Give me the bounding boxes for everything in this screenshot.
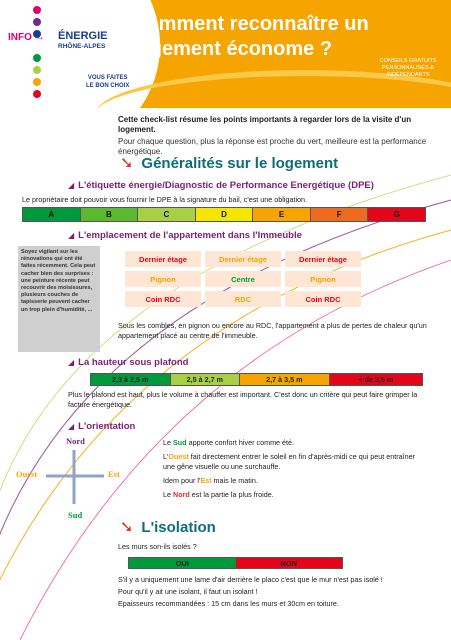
triangle-icon: ◢	[68, 422, 75, 431]
triangle-icon: ◢	[68, 231, 75, 240]
logo-info-text: INFO →	[8, 32, 45, 43]
emplacement-text: Sous les combles, en pignon ou encore au RDC, l'appartement a plus de pertes de chaleur qu'un appartement placé au centre de l'immeuble.	[118, 321, 427, 340]
intro-bold: Cette check-list résume les points importants à regarder lors de la visite d'un logement.	[118, 115, 412, 134]
position-row	[125, 291, 365, 307]
height-range: 2,5 à 2,7 m	[171, 374, 241, 385]
logo-slogan: VOUS FAITES LE BON CHOIX	[86, 75, 130, 89]
isolation-line-1: S'il y a uniquement une lame d'air derrière le placo c'est que le mur n'est pas isolé !	[118, 575, 383, 584]
position-cell: Dernier étage	[205, 251, 281, 267]
height-range: 2,7 à 3,5 m	[240, 374, 329, 385]
height-scale	[90, 373, 423, 386]
intro-text: Pour chaque question, plus la réponse est proche du vert, meilleure est la performance énergétique.	[118, 137, 427, 156]
logo-dots	[33, 6, 43, 94]
position-row	[125, 251, 365, 267]
dpe-class-d: D	[196, 208, 254, 221]
subtitle-hauteur: ◢ La hauteur sous plafond	[68, 357, 189, 368]
position-row	[125, 271, 365, 287]
orientation-nord: Le Nord est la partie la plus froide.	[163, 490, 274, 499]
red-arrow-icon: ➘	[120, 519, 134, 536]
iso-oui: OUI	[129, 558, 236, 568]
conseils-tagline: CONSEILS GRATUITS PERSONNALISÉS & INDÉPENDANTS	[379, 58, 437, 78]
dpe-class-e: E	[253, 208, 311, 221]
position-cell: Coin RDC	[285, 291, 361, 307]
position-cell: Dernier étage	[125, 251, 201, 267]
orientation-sud: Le Sud apporte confort hiver comme été.	[163, 438, 295, 447]
red-arrow-icon: ➘	[120, 155, 134, 172]
position-cell: RDC	[205, 291, 281, 307]
position-cell: Coin RDC	[125, 291, 201, 307]
height-range: + de 3,5 m	[330, 374, 422, 385]
compass	[16, 434, 126, 518]
position-cell: Centre	[205, 271, 281, 287]
compass-nord: Nord	[66, 436, 85, 446]
triangle-icon: ◢	[68, 181, 75, 190]
section-title-generalites: ➘ Généralités sur le logement	[120, 155, 339, 172]
dpe-class-g: G	[368, 208, 425, 221]
compass-est: Est	[108, 469, 120, 479]
logo-energie-text: ÉNERGIE	[58, 30, 108, 42]
logo-region-text: RHÔNE-ALPES	[58, 43, 106, 50]
subtitle-orientation: ◢ L'orientation	[68, 421, 136, 432]
position-cell: Pignon	[125, 271, 201, 287]
dpe-class-f: F	[311, 208, 369, 221]
subtitle-dpe: ◢ L'étiquette énergie/Diagnostic de Performance Energétique (DPE)	[68, 180, 374, 191]
page-title: Comment reconnaître un logement économe ?	[132, 13, 369, 60]
section-title-isolation: ➘ L'isolation	[120, 519, 216, 536]
iso-non: NON	[236, 558, 343, 568]
dpe-class-b: B	[81, 208, 139, 221]
position-cell: Pignon	[285, 271, 361, 287]
intro	[118, 115, 443, 157]
isolation-question: Les murs son-ils isolés ?	[118, 542, 197, 551]
orientation-ouest: L'Ouest fait directement entrer le soleil en fin d'après-midi ce qui peut entraîner une gêne visuelle ou une surchauffe.	[163, 452, 416, 471]
dpe-class-a: A	[23, 208, 81, 221]
dpe-class-c: C	[138, 208, 196, 221]
dpe-scale	[22, 207, 426, 222]
orientation-est: Idem pour l'Est mais le matin.	[163, 476, 258, 485]
dpe-text: Le propriétaire doit pouvoir vous fournir le DPE à la signature du bail, c'est une obligation.	[22, 195, 308, 204]
position-grid	[125, 251, 365, 311]
height-range: 2,3 à 2,5 m	[91, 374, 171, 385]
compass-ouest: Ouest	[16, 469, 38, 479]
hauteur-text: Plus le plafond est haut, plus le volume à chauffer est important. C'est donc un critère qui peut faire grimper la facture énergétique.	[68, 390, 418, 409]
subtitle-emplacement: ◢ L'emplacement de l'appartement dans l'Immeuble	[68, 230, 302, 241]
isolation-line-2: Pour qu'il y ait une isolant, il faut un isolant !	[118, 587, 258, 596]
header-banner	[0, 0, 451, 108]
isolation-line-3: Epaisseurs recommandées : 15 cm dans les murs et 30cm en toiture.	[118, 599, 339, 608]
triangle-icon: ◢	[68, 358, 75, 367]
renovation-note: Soyez vigilant sur les rénovations qui ont été faites récemment. Cela peut cacher bien des surprises : une peinture récente peut recouvrir des moisissures, plusieurs couches de tapisserie peuvent cacher un trop plein d'humidité, ...	[18, 246, 100, 352]
position-cell: Dernier étage	[285, 251, 361, 267]
isolation-scale	[128, 557, 343, 569]
compass-sud: Sud	[68, 510, 83, 520]
